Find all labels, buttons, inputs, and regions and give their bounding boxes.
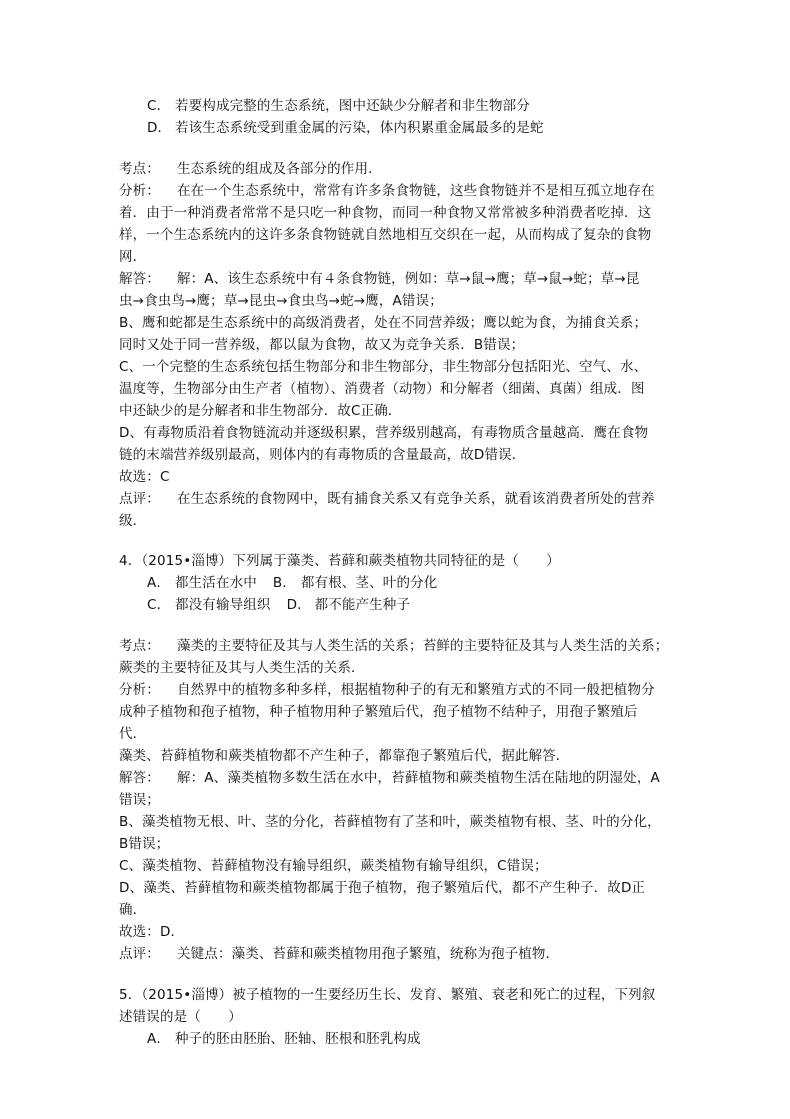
q4-jieda-line: B、藻类植物无根、叶、茎的分化，苔藓植物有了茎和叶，蕨类植物有根、茎、叶的分化， bbox=[119, 814, 661, 830]
q4-jieda-line: C、藻类植物、苔藓植物没有输导组织，蕨类植物有输导组织，C错误； bbox=[119, 858, 548, 874]
q4-fenxi-line: 代． bbox=[119, 726, 147, 742]
q3-option-d: D． 若该生态系统受到重金属的污染，体内积累重金属最多的是蛇 bbox=[147, 120, 544, 136]
q3-jieda-line: D、有毒物质沿着食物链流动并逐级积累，营养级别越高，有毒物质含量越高．鹰在食物 bbox=[119, 425, 649, 441]
q3-jieda-line: 虫→食虫鸟→鹰；草→昆虫→食虫鸟→蛇→鹰，A错误； bbox=[119, 293, 443, 309]
q4-kaodian-line: 蕨类的主要特征及其与人类生活的关系． bbox=[119, 660, 365, 676]
q4-jieda-line: 确． bbox=[119, 902, 147, 918]
q3-jieda-line: 中还缺少的是分解者和非生物部分．故C正确． bbox=[119, 403, 402, 419]
q5-stem: 述错误的是（ ） bbox=[119, 1009, 242, 1025]
q3-fenxi-line: 网． bbox=[119, 249, 147, 265]
q4-fenxi-line: 藻类、苔藓植物和蕨类植物都不产生种子，都靠孢子繁殖后代，据此解答． bbox=[119, 748, 570, 764]
q4-kaodian-line: 考点： 藻类的主要特征及其与人类生活的关系；苔鲜的主要特征及其与人类生活的关系； bbox=[119, 638, 669, 654]
q3-kaodian: 考点： 生态系统的组成及各部分的作用． bbox=[119, 161, 382, 177]
q3-jieda-line: 同时又处于同一营养级，都以鼠为食物，故又为竞争关系．B错误； bbox=[119, 337, 525, 353]
q3-fenxi-line: 样，一个生态系统内的这许多条食物链就自然地相互交织在一起，从而构成了复杂的食物 bbox=[119, 227, 652, 243]
q5-stem: 5．（2015•淄博）被子植物的一生要经历生长、发育、繁殖、衰老和死亡的过程，下列叙 bbox=[119, 987, 656, 1003]
q4-fenxi-line: 分析： 自然界中的植物多种多样，根据植物种子的有无和繁殖方式的不同一般把植物分 bbox=[119, 682, 655, 698]
q3-dianping-line: 级． bbox=[119, 513, 147, 529]
q4-options-row: A． 都生活在水中 B． 都有根、茎、叶的分化 bbox=[147, 575, 438, 591]
q3-jieda-line: B、鹰和蛇都是生态系统中的高级消费者，处在不同营养级；鹰以蛇为食，为捕食关系； bbox=[119, 315, 648, 331]
q4-jieda-line: D、藻类、苔藓植物和蕨类植物都属于孢子植物，孢子繁殖后代，都不产生种子．故D正 bbox=[119, 880, 646, 896]
q4-jieda-line: B错误； bbox=[119, 836, 170, 852]
q3-fenxi-line: 分析： 在在一个生态系统中，常常有许多条食物链，这些食物链并不是相互孤立地存在 bbox=[119, 183, 655, 199]
q4-jieda-line: 解答： 解：A、藻类植物多数生活在水中，苔藓植物和蕨类植物生活在陆地的阴湿处，A bbox=[119, 770, 660, 786]
q5-option-a: A． 种子的胚由胚胎、胚轴、胚根和胚乳构成 bbox=[147, 1031, 421, 1047]
q4-dianping: 点评： 关键点：藻类、苔藓和蕨类植物用孢子繁殖，统称为孢子植物． bbox=[119, 946, 560, 962]
q3-fenxi-line: 着．由于一种消费者常常不是只吃一种食物，而同一种食物又常常被多种消费者吃掉．这 bbox=[119, 205, 652, 221]
q3-jieda-line: 解答： 解：A、该生态系统中有４条食物链，例如：草→鼠→鹰；草→鼠→蛇；草→昆 bbox=[119, 271, 640, 287]
q4-fenxi-line: 成种子植物和孢子植物，种子植物用种子繁殖后代，孢子植物不结种子，用孢子繁殖后 bbox=[119, 704, 638, 720]
q3-jieda-line: 链的末端营养级别最高，则体内的有毒物质的含量最高，故D错误． bbox=[119, 447, 526, 463]
q4-stem: 4．（2015•淄博）下列属于藻类、苔藓和蕨类植物共同特征的是（ ） bbox=[119, 553, 560, 569]
q3-answer: 故选：C bbox=[119, 469, 170, 485]
q4-jieda-line: 错误； bbox=[119, 792, 160, 808]
q3-jieda-line: C、一个完整的生态系统包括生物部分和非生物部分，非生物部分包括阳光、空气、水、 bbox=[119, 359, 648, 375]
q4-options-row: C． 都没有输导组织 D． 都不能产生种子 bbox=[147, 597, 411, 613]
q4-answer: 故选：D． bbox=[119, 924, 185, 940]
q3-option-c: C． 若要构成完整的生态系统，图中还缺少分解者和非生物部分 bbox=[147, 98, 530, 114]
q3-dianping-line: 点评： 在生态系统的食物网中，既有捕食关系又有竞争关系，就看该消费者所处的营养 bbox=[119, 491, 655, 507]
q3-jieda-line: 温度等，生物部分由生产者（植物）、消费者（动物）和分解者（细菌、真菌）组成．图 bbox=[119, 381, 645, 397]
